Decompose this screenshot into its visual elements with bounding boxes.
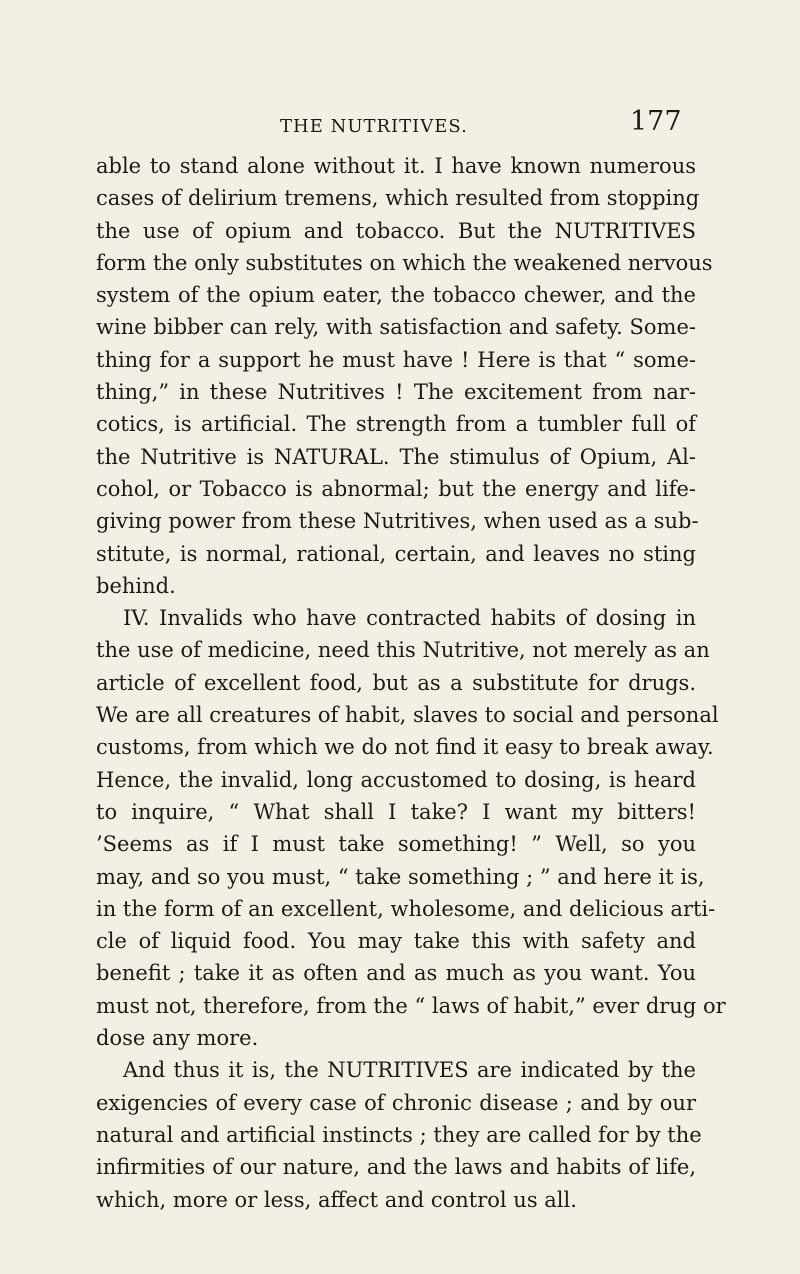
text-line: to inquire, “ What shall I take? I want my bitters! [96, 799, 696, 824]
text-line: thing,” in these Nutritives ! The excitement from nar- [96, 380, 696, 405]
text-line: cle of liquid food. You may take this with safety and [96, 929, 696, 954]
text-line: which, more or less, affect and control us all. [96, 1187, 577, 1212]
text-line: giving power from these Nutritives, when used as a sub- [96, 509, 699, 534]
text-line: in the form of an excellent, wholesome, and delicious arti- [96, 896, 716, 921]
text-line: Hence, the invalid, long accustomed to dosing, is heard [96, 767, 696, 792]
text-line: form the only substitutes on which the weakened nervous [96, 250, 713, 275]
text-line: behind. [96, 573, 176, 598]
text-line: system of the opium eater, the tobacco chewer, and the [96, 283, 696, 308]
text-line: customs, from which we do not find it easy to break away. [96, 735, 714, 760]
text-line: benefit ; take it as often and as much as you want. You [96, 961, 696, 986]
text-line: able to stand alone without it. I have known numerous [96, 154, 696, 178]
text-line: natural and artificial instincts ; they are called for by the [96, 1122, 702, 1147]
text-line: thing for a support he must have ! Here is that “ some- [96, 347, 696, 372]
text-line: We are all creatures of habit, slaves to social and personal [96, 703, 719, 728]
text-line: the use of opium and tobacco. But the NUTRITIVES [96, 218, 696, 243]
text-line: cohol, or Tobacco is abnormal; but the energy and life- [96, 476, 696, 501]
text-line: may, and so you must, “ take something ; ” and here it is, [96, 864, 705, 889]
page-number: 177 [630, 106, 682, 137]
text-line: article of excellent food, but as a substitute for drugs. [96, 670, 696, 695]
text-line: exigencies of every case of chronic disease ; and by our [96, 1090, 696, 1115]
text-line: stitute, is normal, rational, certain, and leaves no sting [96, 541, 696, 566]
text-line: cases of delirium tremens, which resulted from stopping [96, 186, 700, 211]
text-line: cotics, is artificial. The strength from a tumbler full of [96, 412, 696, 437]
text-line: dose any more. [96, 1026, 259, 1051]
text-line: infirmities of our nature, and the laws and habits of life, [96, 1155, 696, 1180]
text-line: must not, therefore, from the “ laws of habit,” ever drug or [96, 993, 726, 1018]
text-line: the Nutritive is NATURAL. The stimulus of Opium, Al- [96, 444, 696, 469]
running-title: THE NUTRITIVES. [280, 116, 468, 137]
running-header [0, 0, 800, 30]
text-line: wine bibber can rely, with satisfaction and safety. Some- [96, 315, 696, 340]
text-line: And thus it is, the NUTRITIVES are indicated by the [123, 1058, 696, 1083]
body-text [96, 150, 726, 1216]
text-line: IV. Invalids who have contracted habits of dosing in [123, 606, 696, 631]
text-line: ’Seems as if I must take something! ” Well, so you [96, 832, 696, 857]
text-line: the use of medicine, need this Nutritive, not merely as an [96, 638, 710, 663]
